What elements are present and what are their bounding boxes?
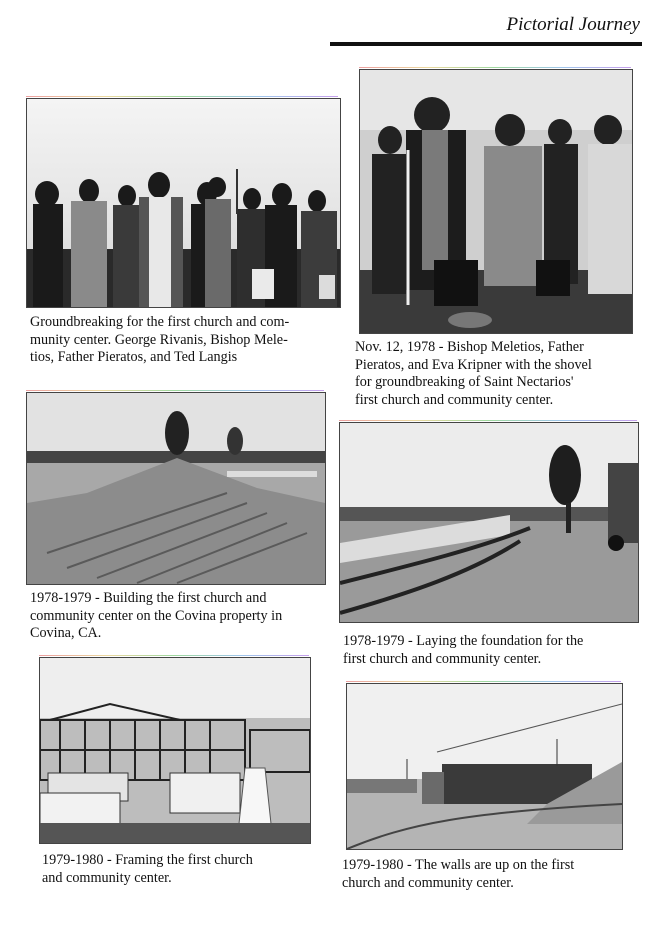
page-header-title: Pictorial Journey — [506, 14, 640, 35]
photo-top-accent — [359, 67, 631, 68]
header-rule — [330, 42, 642, 46]
building-site-photo — [26, 392, 326, 585]
foundation-photo — [339, 422, 639, 623]
shovel-groundbreaking-caption: Nov. 12, 1978 - Bishop Meletios, Father Pieratos, and Eva Kripner with the shovel for groundbreaking of Saint Nectarios' first church and community center. — [355, 339, 592, 408]
framing-caption: 1979-1980 - Framing the first church and community center. — [42, 852, 253, 886]
foundation-caption: 1978-1979 - Laying the foundation for the first church and community center. — [343, 633, 584, 667]
shovel-groundbreaking-photo — [359, 69, 633, 334]
walls-up-caption: 1979-1980 - The walls are up on the first church and community center. — [342, 857, 575, 891]
photo-top-accent — [26, 390, 324, 391]
groundbreaking-crowd-caption: Groundbreaking for the first church and com- munity center. George Rivanis, Bishop Mele- tios, Father Pieratos, and Ted Langis — [30, 314, 290, 366]
groundbreaking-crowd-photo — [26, 98, 341, 308]
photo-top-accent — [346, 681, 621, 682]
photo-top-accent — [339, 420, 637, 421]
framing-photo — [39, 657, 311, 844]
photo-top-accent — [39, 655, 309, 656]
photo-top-accent — [26, 96, 338, 97]
building-site-caption: 1978-1979 - Building the first church and community center on the Covina property in Covina, CA. — [30, 590, 283, 642]
walls-up-photo — [346, 683, 623, 850]
